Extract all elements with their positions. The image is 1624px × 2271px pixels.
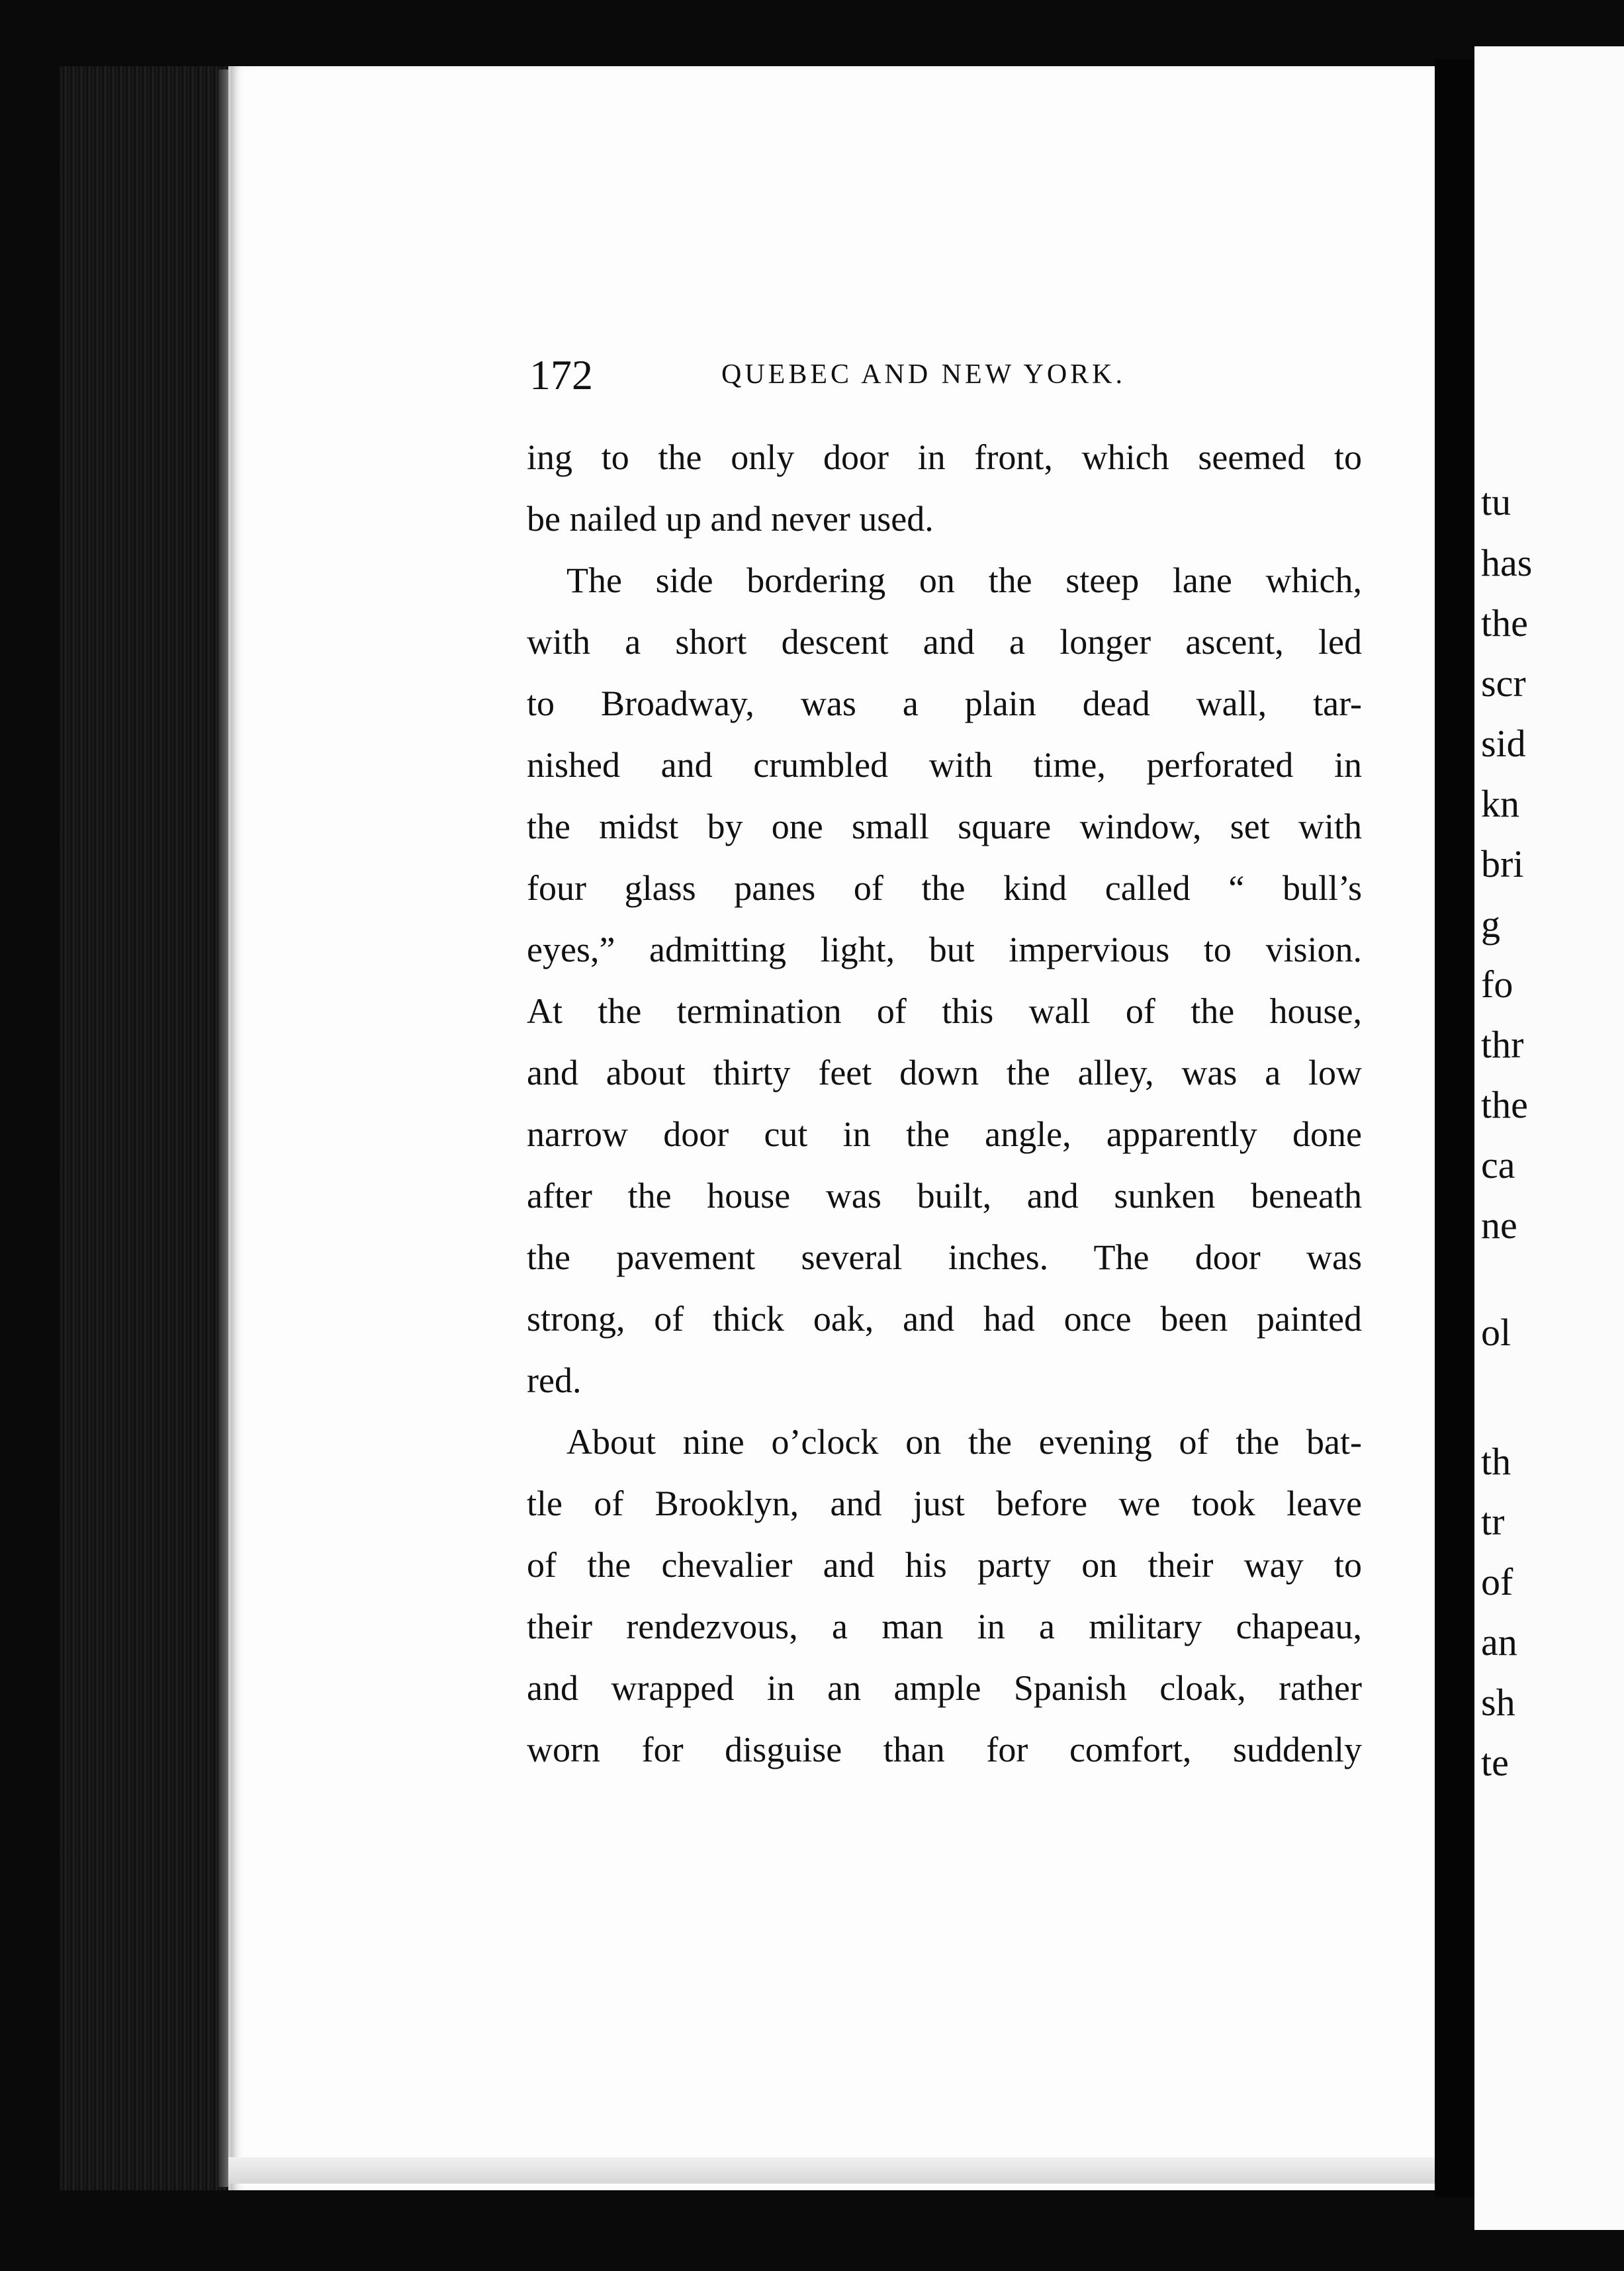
next-page-fragment: th <box>1481 1440 1511 1483</box>
next-page-fragment: thr <box>1481 1023 1524 1066</box>
next-page-fragment: ca <box>1481 1143 1515 1186</box>
text-line: At the termination of this wall of the house, <box>527 991 1362 1031</box>
next-page-fragment: kn <box>1481 782 1519 825</box>
book-binding <box>60 66 232 2190</box>
text-line: their rendezvous, a man in a military chapeau, <box>527 1607 1362 1646</box>
text-line: the midst by one small square window, set with <box>527 807 1362 846</box>
text-line: to Broadway, was a plain dead wall, tar- <box>527 684 1362 723</box>
next-page-edge <box>1474 46 1624 2230</box>
next-page-fragment: ne <box>1481 1204 1517 1247</box>
text-line: nished and crumbled with time, perforated in <box>527 745 1362 785</box>
text-line: be nailed up and never used. <box>527 499 934 539</box>
next-page-fragment: te <box>1481 1741 1509 1784</box>
page-number: 172 <box>529 351 593 398</box>
text-line: four glass panes of the kind called “ bull’s <box>527 868 1362 908</box>
text-line: of the chevalier and his party on their way to <box>527 1545 1362 1585</box>
text-line: with a short descent and a longer ascent, led <box>527 622 1362 662</box>
text-line: worn for disguise than for comfort, suddenly <box>527 1730 1362 1769</box>
body-text <box>527 427 1362 1781</box>
text-line: eyes,” admitting light, but impervious to vision. <box>527 930 1362 969</box>
next-page-fragment: fo <box>1481 963 1513 1006</box>
next-page-fragment: g <box>1481 903 1500 946</box>
text-line: The side bordering on the steep lane which, <box>566 560 1362 600</box>
next-page-fragment: of <box>1481 1560 1513 1603</box>
running-title: QUEBEC AND NEW YORK. <box>721 359 1126 390</box>
text-line: and wrapped in an ample Spanish cloak, rather <box>527 1668 1362 1708</box>
next-page-fragment: the <box>1481 1083 1528 1126</box>
next-page-fragment: ol <box>1481 1311 1511 1354</box>
next-page-fragment: the <box>1481 601 1528 645</box>
text-line: red. <box>527 1360 582 1400</box>
running-head <box>529 351 1363 404</box>
next-page-fragment: bri <box>1481 842 1524 885</box>
next-page-fragment: scr <box>1481 662 1526 705</box>
text-line: the pavement several inches. The door was <box>527 1237 1362 1277</box>
next-page-fragment: sid <box>1481 722 1526 765</box>
text-line: tle of Brooklyn, and just before we took leave <box>527 1484 1362 1523</box>
text-line: ing to the only door in front, which seemed to <box>527 437 1362 477</box>
next-page-fragment: has <box>1481 541 1533 584</box>
next-page-fragment: an <box>1481 1621 1517 1664</box>
text-line: and about thirty feet down the alley, was a low <box>527 1053 1362 1092</box>
text-line: strong, of thick oak, and had once been painted <box>527 1299 1362 1339</box>
text-line: About nine o’clock on the evening of the bat- <box>566 1422 1362 1462</box>
next-page-fragment: sh <box>1481 1681 1515 1724</box>
text-line: after the house was built, and sunken beneath <box>527 1176 1362 1216</box>
text-line: narrow door cut in the angle, apparently done <box>527 1114 1362 1154</box>
next-page-fragment: tu <box>1481 480 1511 523</box>
page-gutter <box>1435 60 1474 2197</box>
next-page-fragment: tr <box>1481 1500 1505 1543</box>
page-bottom-edge <box>228 2157 1449 2184</box>
